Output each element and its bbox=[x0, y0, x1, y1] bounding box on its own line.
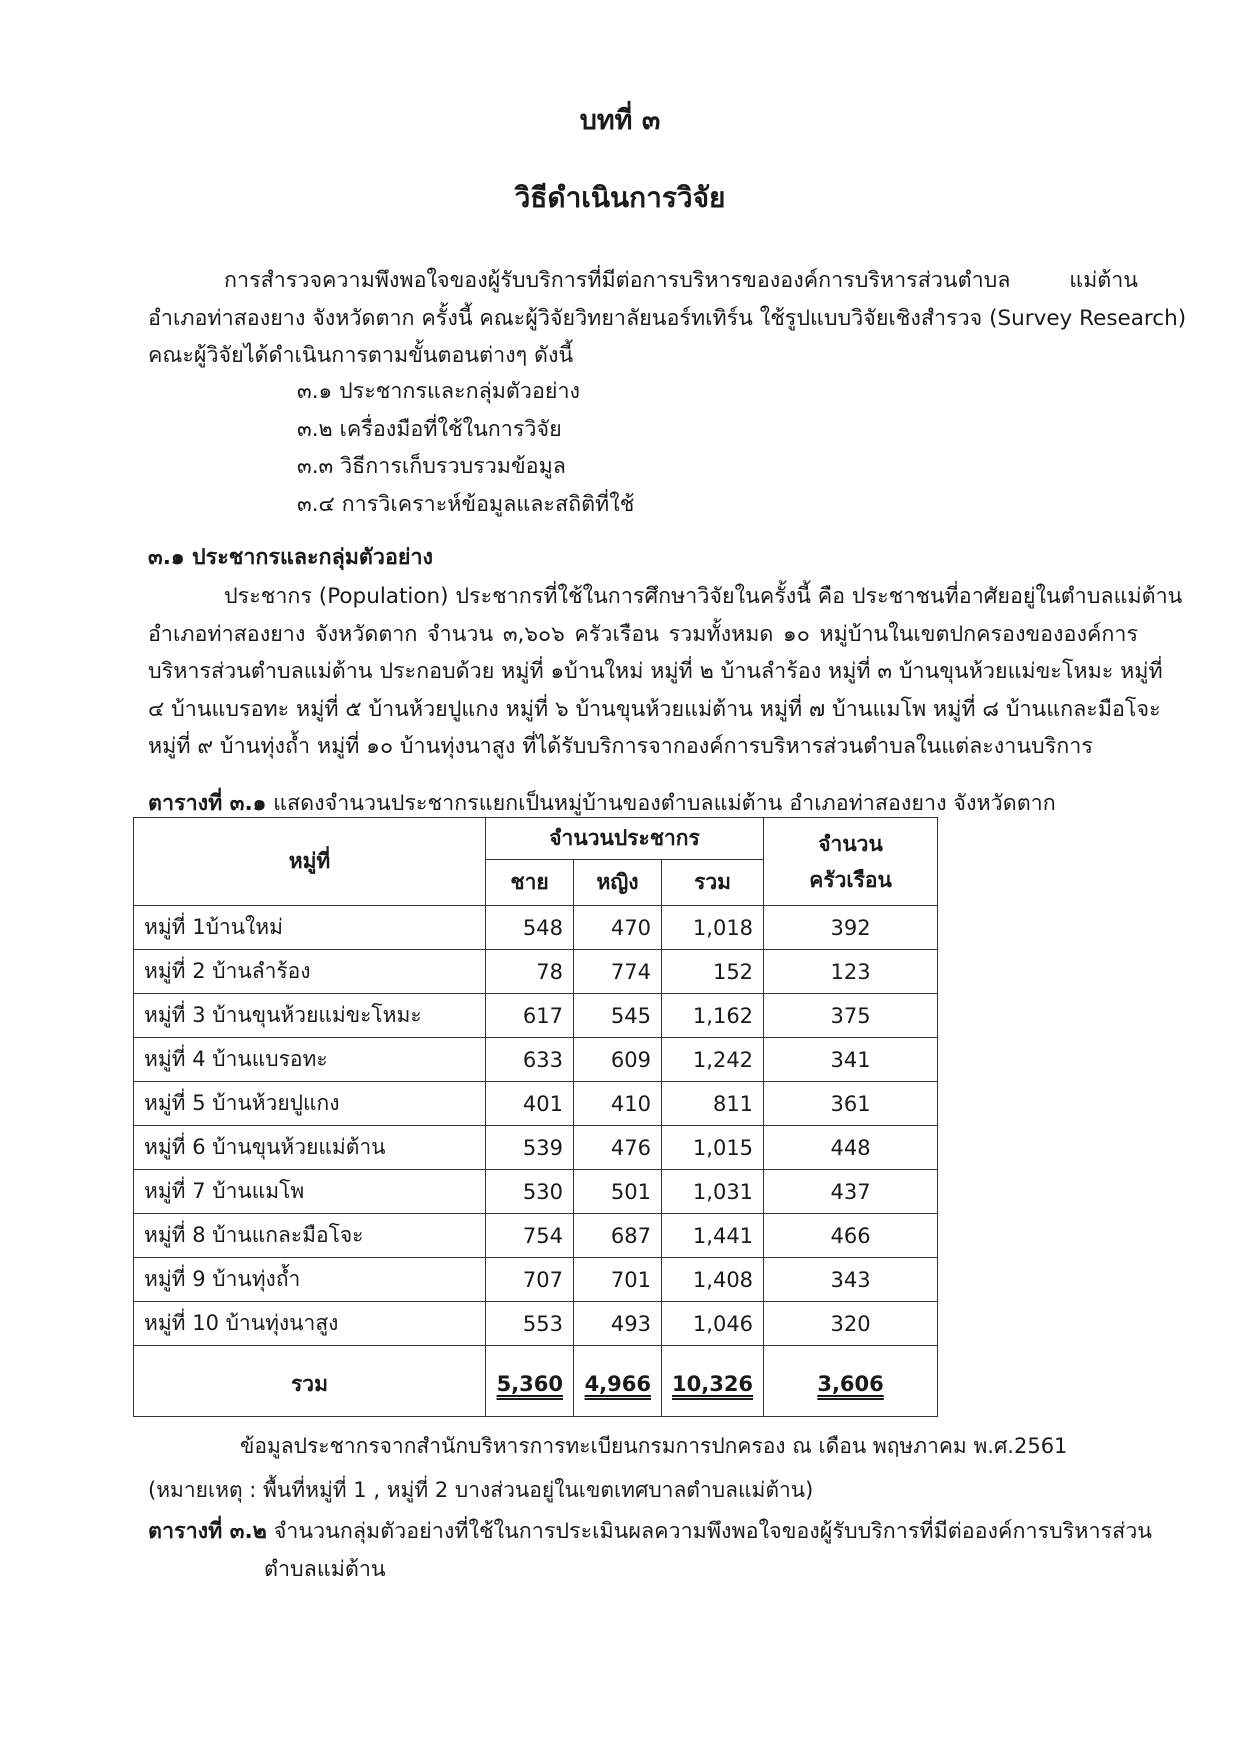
total-cell: 1,242 bbox=[662, 1038, 764, 1082]
households-cell: 343 bbox=[764, 1258, 938, 1302]
header-total: รวม bbox=[662, 860, 764, 906]
table-row bbox=[134, 994, 938, 1038]
male-cell: 707 bbox=[486, 1258, 574, 1302]
total-cell: 1,031 bbox=[662, 1170, 764, 1214]
table-row bbox=[134, 906, 938, 950]
section-heading: ๓.๑ ประชากรและกลุ่มตัวอย่าง bbox=[148, 545, 434, 570]
male-cell: 633 bbox=[486, 1038, 574, 1082]
households-cell: 437 bbox=[764, 1170, 938, 1214]
total-cell: 1,015 bbox=[662, 1126, 764, 1170]
chapter-number: บทที่ ๓ bbox=[579, 105, 661, 136]
total-cell: 811 bbox=[662, 1082, 764, 1126]
total-population: 10,326 bbox=[662, 1346, 764, 1417]
households-cell: 448 bbox=[764, 1126, 938, 1170]
village-cell: หมู่ที่ 7 บ้านแมโพ bbox=[134, 1170, 486, 1214]
footnote: (หมายเหตุ : พื้นที่หมู่ที่ 1 , หมู่ที่ 2 บางส่วนอยู่ในเขตเทศบาลตำบลแม่ต้าน) bbox=[148, 1478, 814, 1502]
population-paragraph bbox=[148, 578, 1183, 766]
total-cell: 1,018 bbox=[662, 906, 764, 950]
village-cell: หมู่ที่ 1บ้านใหม่ bbox=[134, 906, 486, 950]
male-cell: 548 bbox=[486, 906, 574, 950]
female-cell: 470 bbox=[574, 906, 662, 950]
male-cell: 401 bbox=[486, 1082, 574, 1126]
intro-paragraph bbox=[148, 262, 1187, 375]
village-cell: หมู่ที่ 8 บ้านแกละมือโจะ bbox=[134, 1214, 486, 1258]
table-row bbox=[134, 1214, 938, 1258]
female-cell: 545 bbox=[574, 994, 662, 1038]
village-cell: หมู่ที่ 5 บ้านห้วยปูแกง bbox=[134, 1082, 486, 1126]
header-population: จำนวนประชากร bbox=[486, 818, 764, 860]
total-cell: 1,162 bbox=[662, 994, 764, 1038]
population-line: ประชากร (Population) ประชากรที่ใช้ในการศึกษาวิจัยในครั้งนี้ คือ ประชาชนที่อาศัยอยู่ในตำบลแม่ต้าน bbox=[224, 584, 1183, 609]
step-item: ๓.๒ เครื่องมือที่ใช้ในการวิจัย bbox=[297, 416, 562, 442]
male-cell: 553 bbox=[486, 1302, 574, 1346]
village-cell: หมู่ที่ 6 บ้านขุนห้วยแม่ต้าน bbox=[134, 1126, 486, 1170]
table-row bbox=[134, 1170, 938, 1214]
population-table bbox=[133, 817, 938, 1417]
table-row bbox=[134, 1126, 938, 1170]
table-row bbox=[134, 1082, 938, 1126]
total-row bbox=[134, 1346, 938, 1417]
table-row bbox=[134, 1258, 938, 1302]
female-cell: 701 bbox=[574, 1258, 662, 1302]
male-cell: 530 bbox=[486, 1170, 574, 1214]
steps-list bbox=[297, 373, 634, 523]
female-cell: 687 bbox=[574, 1214, 662, 1258]
table2-caption-text: จำนวนกลุ่มตัวอย่างที่ใช้ในการประเมินผลความพึงพอใจของผู้รับบริการที่มีต่อองค์การบริหารส่วน bbox=[266, 1519, 1152, 1544]
village-cell: หมู่ที่ 2 บ้านลำร้อง bbox=[134, 950, 486, 994]
intro-line-3: คณะผู้วิจัยได้ดำเนินการตามขั้นตอนต่างๆ ดังนี้ bbox=[148, 343, 574, 368]
households-cell: 320 bbox=[764, 1302, 938, 1346]
step-item: ๓.๓ วิธีการเก็บรวบรวมข้อมูล bbox=[297, 454, 566, 479]
population-line: อำเภอท่าสองยาง จังหวัดตาก จำนวน ๓,๖๐๖ ครัวเรือน รวมทั้งหมด ๑๐ หมู่บ้านในเขตปกครองขององค์การ bbox=[148, 621, 1138, 647]
population-line: บริหารส่วนตำบลแม่ต้าน ประกอบด้วย หมู่ที่ ๑บ้านใหม่ หมู่ที่ ๒ บ้านลำร้อง หมู่ที่ ๓ บ้านขุนห้วยแม่ขะโหมะ หมู่ที่ bbox=[148, 659, 1163, 684]
male-cell: 539 bbox=[486, 1126, 574, 1170]
total-cell: 152 bbox=[662, 950, 764, 994]
step-item: ๓.๔ การวิเคราะห์ข้อมูลและสถิติที่ใช้ bbox=[297, 491, 635, 517]
header-female: หญิง bbox=[574, 860, 662, 906]
table2-caption bbox=[148, 1513, 1152, 1589]
data-source: ข้อมูลประชากรจากสำนักบริหารการทะเบียนกรมการปกครอง ณ เดือน พฤษภาคม พ.ศ.2561 bbox=[240, 1434, 1068, 1458]
female-cell: 609 bbox=[574, 1038, 662, 1082]
population-line: หมู่ที่ ๙ บ้านทุ่งถ้ำ หมู่ที่ ๑๐ บ้านทุ่งนาสูง ที่ได้รับบริการจากองค์การบริหารส่วนตำบลในแต่ละงานบริการ bbox=[148, 734, 1093, 759]
table-caption bbox=[148, 786, 1056, 820]
total-cell: 1,408 bbox=[662, 1258, 764, 1302]
female-cell: 410 bbox=[574, 1082, 662, 1126]
table-caption-label: ตารางที่ ๓.๑ bbox=[148, 791, 267, 816]
female-cell: 476 bbox=[574, 1126, 662, 1170]
header-households: จำนวน ครัวเรือน bbox=[764, 818, 938, 906]
table-caption-text: แสดงจำนวนประชากรแยกเป็นหมู่บ้านของตำบลแม่ต้าน อำเภอท่าสองยาง จังหวัดตาก bbox=[266, 791, 1056, 816]
households-cell: 341 bbox=[764, 1038, 938, 1082]
households-cell: 375 bbox=[764, 994, 938, 1038]
households-cell: 466 bbox=[764, 1214, 938, 1258]
total-female: 4,966 bbox=[574, 1346, 662, 1417]
male-cell: 617 bbox=[486, 994, 574, 1038]
male-cell: 78 bbox=[486, 950, 574, 994]
table2-caption-label: ตารางที่ ๓.๒ bbox=[148, 1519, 267, 1544]
households-cell: 123 bbox=[764, 950, 938, 994]
village-cell: หมู่ที่ 9 บ้านทุ่งถ้ำ bbox=[134, 1258, 486, 1302]
total-cell: 1,046 bbox=[662, 1302, 764, 1346]
intro-line-1: การสำรวจความพึงพอใจของผู้รับบริการที่มีต่อการบริหารขององค์การบริหารส่วนตำบล แม่ต้าน bbox=[224, 268, 1138, 293]
male-cell: 754 bbox=[486, 1214, 574, 1258]
total-cell: 1,441 bbox=[662, 1214, 764, 1258]
chapter-title: วิธีดำเนินการวิจัย bbox=[514, 181, 726, 214]
header-village: หมู่ที่ bbox=[134, 818, 486, 906]
total-households: 3,606 bbox=[764, 1346, 938, 1417]
table-row bbox=[134, 1302, 938, 1346]
households-cell: 392 bbox=[764, 906, 938, 950]
step-item: ๓.๑ ประชากรและกลุ่มตัวอย่าง bbox=[297, 379, 581, 404]
female-cell: 493 bbox=[574, 1302, 662, 1346]
households-cell: 361 bbox=[764, 1082, 938, 1126]
table2-caption-continuation: ตำบลแม่ต้าน bbox=[264, 1557, 386, 1582]
population-line: ๔ บ้านแบรอทะ หมู่ที่ ๕ บ้านห้วยปูแกง หมู่ที่ ๖ บ้านขุนห้วยแม่ต้าน หมู่ที่ ๗ บ้านแมโพ หมู่ที่ ๘ บ้านแกละมือโจะ bbox=[148, 696, 1161, 722]
village-cell: หมู่ที่ 10 บ้านทุ่งนาสูง bbox=[134, 1302, 486, 1346]
header-male: ชาย bbox=[486, 860, 574, 906]
table-row bbox=[134, 950, 938, 994]
village-cell: หมู่ที่ 4 บ้านแบรอทะ bbox=[134, 1038, 486, 1082]
female-cell: 501 bbox=[574, 1170, 662, 1214]
village-cell: หมู่ที่ 3 บ้านขุนห้วยแม่ขะโหมะ bbox=[134, 994, 486, 1038]
total-male: 5,360 bbox=[486, 1346, 574, 1417]
table-row bbox=[134, 1038, 938, 1082]
female-cell: 774 bbox=[574, 950, 662, 994]
intro-line-2: อำเภอท่าสองยาง จังหวัดตาก ครั้งนี้ คณะผู้วิจัยวิทยาลัยนอร์ทเทิร์น ใช้รูปแบบวิจัยเชิงสำรวจ (Survey Research) bbox=[148, 305, 1187, 331]
total-label: รวม bbox=[134, 1346, 486, 1417]
